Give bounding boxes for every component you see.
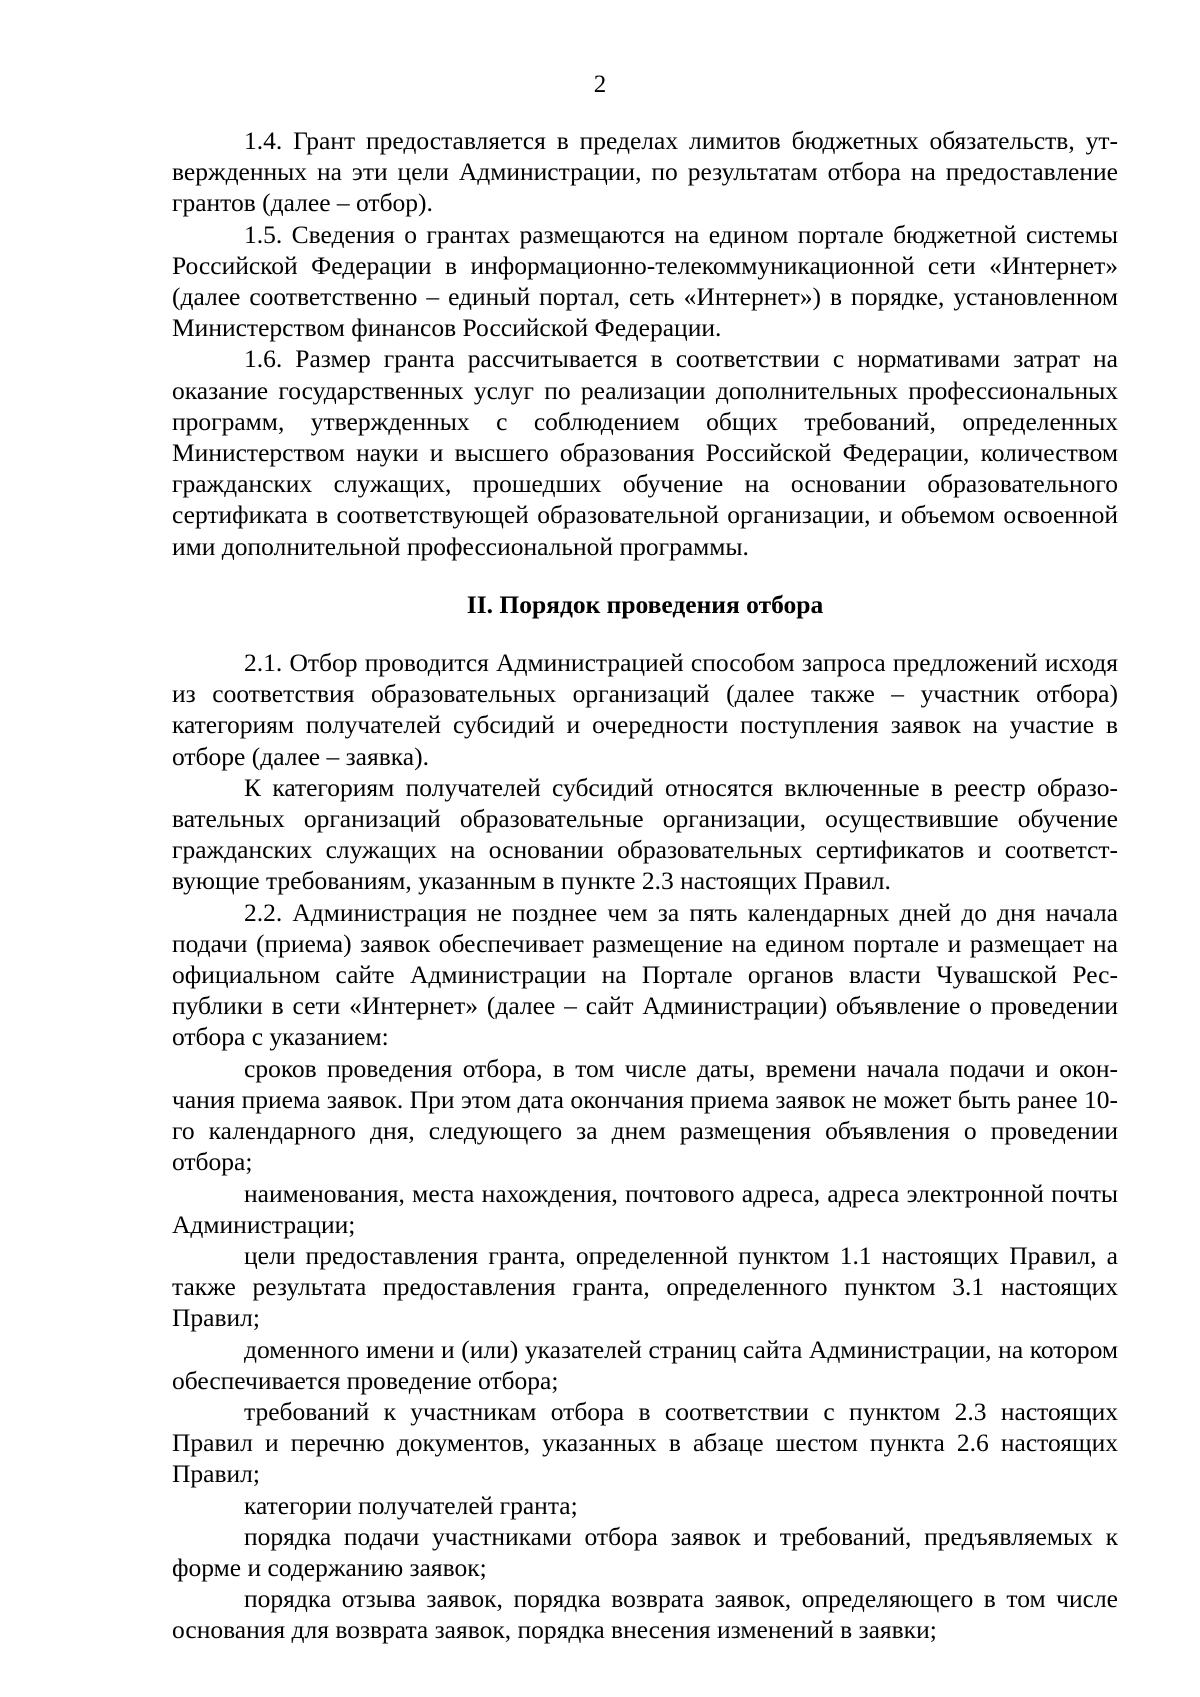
paragraph-1-6: 1.6. Размер гранта рассчитывается в соответствии с нормативами затрат на оказание государственных услуг по реализации дополнительных профессиональных программ, утвержденных с соблюдением общих требований, определенных Министерством науки и высшего образования Российской Федерации, количеством гражданских служащих, прошедших обучение на основании образовательного сертификата в соответствующей образовательной организации, и объемом освоенной ими дополнительной профессиональной программы. [172, 344, 1118, 561]
list-item-domain-name: доменного имени и (или) указателей страниц сайта Администрации, на котором обеспечивается проведение отбора; [172, 1334, 1118, 1395]
paragraph-recipient-categories: К категориям получателей субсидий относятся включенные в реестр образовательных организаций образовательные организации, осуществившие обучение гражданских служащих на основании образовательных сертификатов и соответствующие требованиям, указанным в пункте 2.3 настоящих Правил. [172, 772, 1118, 896]
document-body [172, 125, 1118, 1646]
page-number: 2 [593, 71, 607, 98]
paragraph-2-1: 2.1. Отбор проводится Администрацией способом запроса предложений исходя из соответствия образовательных организаций (далее также – участник отбора) категориям получателей субсидий и очередности поступления заявок на участие в отборе (далее – заявка). [172, 648, 1118, 771]
list-item-participant-requirements: требований к участникам отбора в соответствии с пунктом 2.3 настоящих Правил и перечню документов, указанных в абзаце шестом пункта 2.6 настоящих Правил; [172, 1396, 1118, 1489]
section-heading: II. Порядок проведения отбора [466, 589, 824, 619]
paragraph-1-4: 1.4. Грант предоставляется в пределах лимитов бюджетных обязательств, утвержденных на эти цели Администрации, по результатам отбора на предоставление грантов (далее – отбор). [172, 126, 1118, 218]
list-item-withdrawal-procedure: порядка отзыва заявок, порядка возврата заявок, определяющего в том числе основания для возврата заявок, порядка внесения изменений в заявки; [172, 1584, 1118, 1645]
list-item-submission-procedure: порядка подачи участниками отбора заявок и требований, предъявляемых к форме и содержанию заявок; [172, 1521, 1118, 1582]
list-item-contacts: наименования, места нахождения, почтового адреса, адреса электронной почты Администрации; [172, 1178, 1118, 1239]
list-item-recipient-categories: категории получателей гранта; [244, 1490, 578, 1520]
paragraph-1-5: 1.5. Сведения о грантах размещаются на едином портале бюджетной системы Российской Федерации в информационно-телекоммуникационной сети «Интернет» (далее соответственно – единый портал, сеть «Интернет») в порядке, установленном Министерством финансов Российской Федерации. [172, 219, 1118, 343]
list-item-grant-purpose: цели предоставления гранта, определенной пунктом 1.1 настоящих Правил, а также результата предоставления гранта, определенного пунктом 3.1 настоящих Правил; [172, 1240, 1118, 1333]
list-item-deadlines: сроков проведения отбора, в том числе даты, времени начала подачи и окончания приема заявок. При этом дата окончания приема заявок не может быть ранее 10-го календарного дня, следующего за днем размещения объявления о проведении отбора; [172, 1053, 1118, 1177]
paragraph-2-2: 2.2. Администрация не позднее чем за пять календарных дней до дня начала подачи (приема) заявок обеспечивает размещение на едином портале и размещает на официальном сайте Администрации на Портале органов власти Чувашской Республики в сети «Интернет» (далее – сайт Администрации) объявление о проведении отбора с указанием: [172, 897, 1118, 1052]
